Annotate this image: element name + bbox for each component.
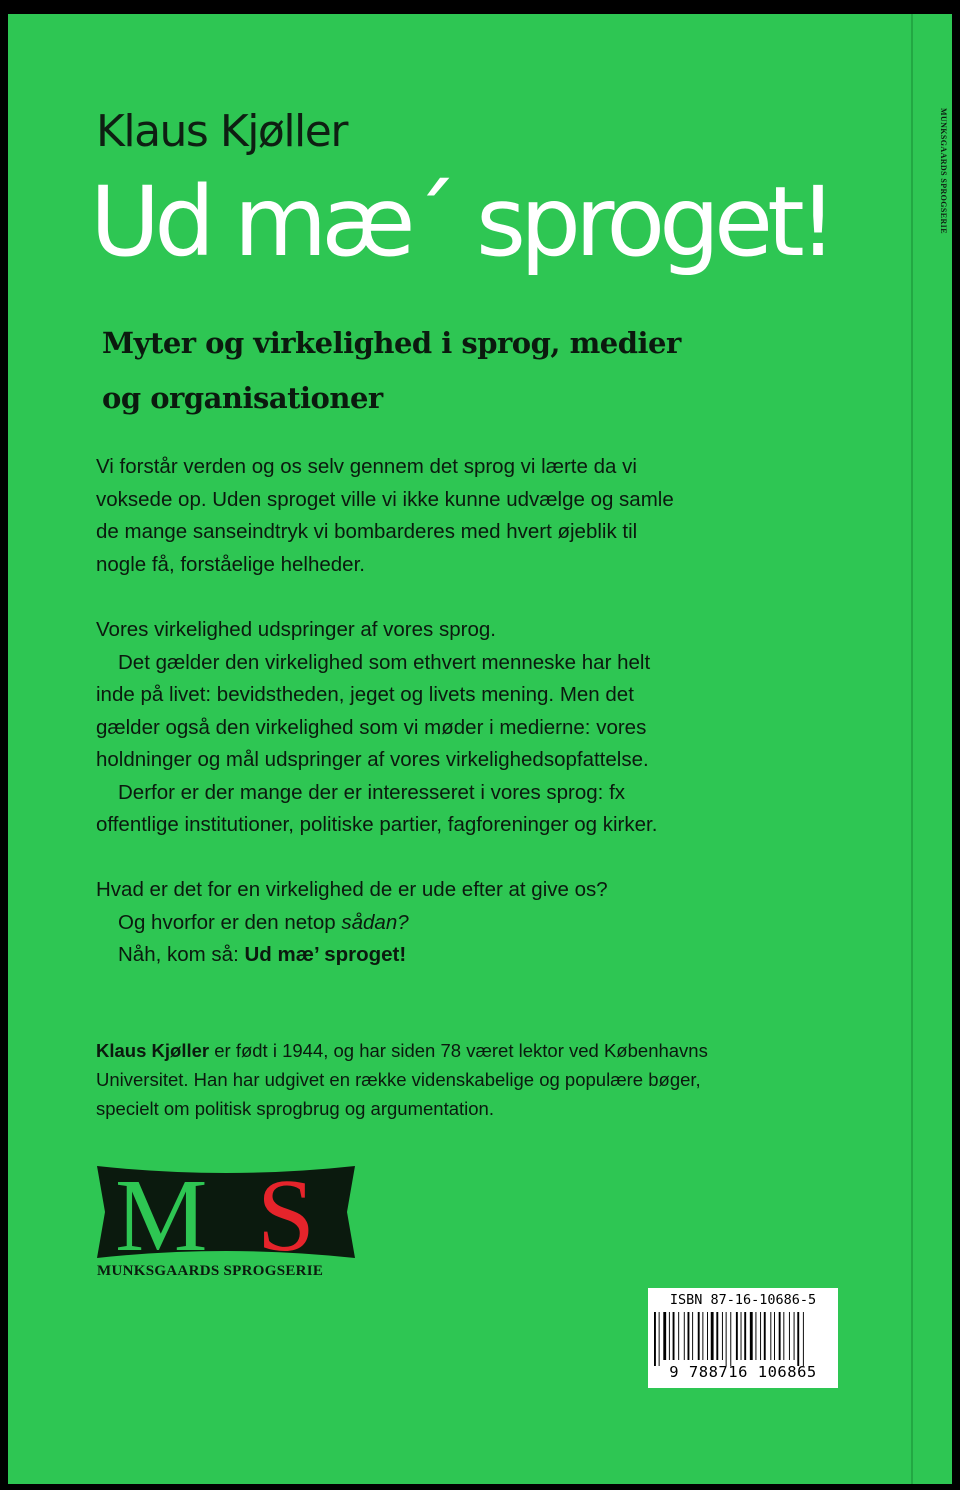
barcode-bar <box>673 1312 675 1360</box>
barcode-bar <box>702 1312 703 1360</box>
barcode-bar <box>770 1312 771 1360</box>
blurb-paragraph-3 <box>96 874 816 972</box>
barcode-bar <box>797 1312 799 1366</box>
barcode-bar <box>744 1312 746 1360</box>
blurb-line: nogle få, forståelige helheder. <box>96 552 365 576</box>
barcode-bar <box>794 1312 795 1360</box>
barcode-bar <box>774 1312 775 1360</box>
spine-fold <box>911 14 913 1484</box>
series-logo-caption: MUNKSGAARDS SPROGSERIE <box>97 1263 324 1279</box>
bio-line <box>96 1036 708 1065</box>
blurb-text: Og hvorfor er den netop <box>118 910 342 934</box>
barcode-bar <box>669 1312 670 1360</box>
blurb-line: holdninger og mål udspringer af vores virkelighedsopfattelse. <box>96 748 649 771</box>
bio-author-name: Klaus Kjøller <box>96 1040 210 1061</box>
barcode-bar <box>764 1312 766 1360</box>
blurb-line: de mange sanseindtryk vi bombarderes med hvert øjeblik til <box>96 520 638 543</box>
barcode-bar <box>741 1312 742 1360</box>
barcode-bar <box>678 1312 679 1360</box>
subtitle-line: og organisationer <box>102 381 383 415</box>
barcode-bar <box>659 1312 660 1366</box>
blurb-line: voksede op. Uden sproget ville vi ikke kunne udvælge og samle <box>96 487 674 511</box>
barcode-bars <box>652 1312 834 1366</box>
barcode-bar <box>726 1312 727 1366</box>
bio-line: Universitet. Han har udgivet en række videnskabelige og populære bøger, <box>96 1069 701 1090</box>
barcode-bar <box>779 1312 781 1360</box>
barcode-bar <box>698 1312 700 1360</box>
book-title: Ud mæ´ sproget! <box>90 166 832 278</box>
blurb-line <box>96 907 816 940</box>
logo-letter-s: S <box>257 1164 315 1260</box>
blurb-line <box>96 939 816 972</box>
bio-text: er født i 1944, og har siden 78 været lektor ved Københavns <box>209 1040 708 1061</box>
barcode-bar <box>755 1312 756 1360</box>
barcode-digits: 9 788716 106865 <box>669 1363 817 1381</box>
author-bio <box>96 1036 708 1123</box>
blurb-paragraph-2 <box>96 614 816 842</box>
blurb-line: Hvad er det for en virkelighed de er ude efter at give os? <box>96 878 608 901</box>
book-subtitle <box>102 316 742 426</box>
blurb-emphasis: sådan? <box>341 910 409 934</box>
barcode-bar <box>722 1312 723 1360</box>
blurb-line: inde på livet: bevidstheden, jeget og livets mening. Men det <box>96 683 634 706</box>
barcode-bar <box>711 1312 714 1360</box>
subtitle-line: Myter og virkelighed i sprog, medier <box>102 326 681 360</box>
barcode-bar <box>654 1312 656 1366</box>
blurb-line: Vores virkelighed udspringer af vores sprog. <box>96 618 496 641</box>
isbn-barcode <box>648 1288 838 1388</box>
barcode-bar <box>750 1312 753 1360</box>
logo-letter-m: M <box>115 1164 208 1260</box>
series-logo-mark <box>97 1164 355 1260</box>
barcode-bar <box>783 1312 784 1360</box>
blurb-line: Derfor er der mange der er interesseret i vores sprog: fx <box>118 780 626 804</box>
blurb-line: Vi forstår verden og os selv gennem det sprog vi lærte da vi <box>96 455 637 478</box>
barcode-bar <box>707 1312 708 1360</box>
series-logo <box>97 1164 355 1282</box>
barcode-bar <box>716 1312 718 1360</box>
bio-line: specielt om politisk sprogbrug og argumentation. <box>96 1098 494 1119</box>
barcode-bar <box>789 1312 790 1360</box>
barcode-bar <box>688 1312 690 1360</box>
spine-series-label: MUNKSGAARDS SPROGSERIE <box>939 108 948 234</box>
barcode-bar <box>730 1312 731 1366</box>
blurb-line: Det gælder den virkelighed som ethvert menneske har helt <box>118 650 651 674</box>
barcode-bar <box>760 1312 761 1360</box>
blurb-text: Nåh, kom så: <box>118 943 245 966</box>
isbn-number: ISBN 87-16-10686-5 <box>669 1292 817 1308</box>
author-name: Klaus Kjøller <box>96 106 347 157</box>
blurb-callout: Ud mæ’ sproget! <box>244 943 407 966</box>
barcode-bar <box>663 1312 666 1360</box>
blurb-line: gælder også den virkelighed som vi møder i medierne: vores <box>96 715 647 739</box>
barcode-bar <box>692 1312 693 1360</box>
blurb-line: offentlige institutioner, politiske partier, fagforeninger og kirker. <box>96 813 658 836</box>
blurb-paragraph-1 <box>96 451 816 581</box>
barcode-bar <box>803 1312 804 1366</box>
barcode-bar <box>736 1312 738 1360</box>
barcode-bar <box>684 1312 685 1360</box>
